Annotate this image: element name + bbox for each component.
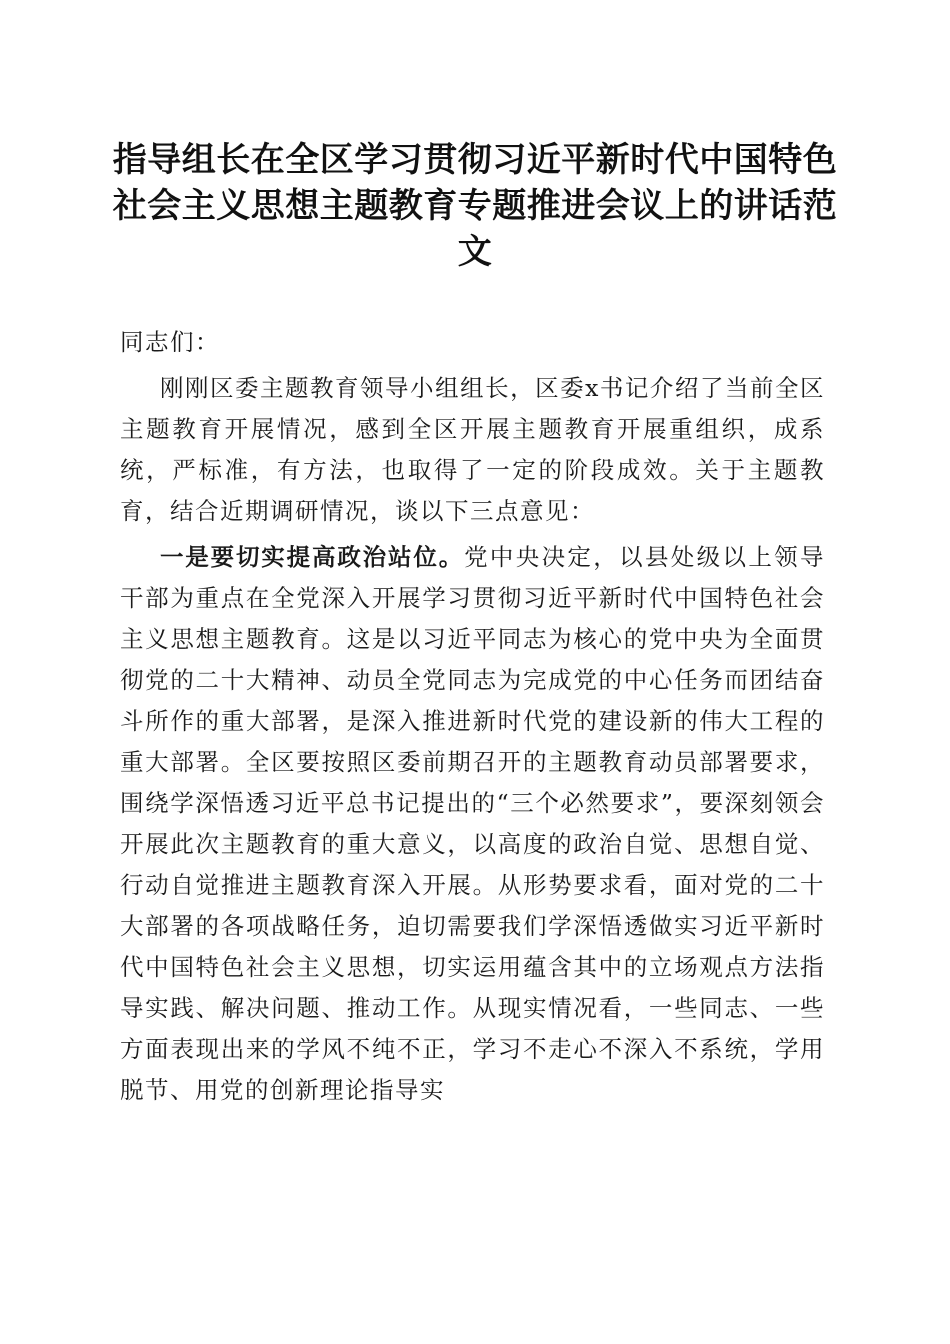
salutation: 同志们： (120, 328, 220, 356)
document-title: 指导组长在全区学习贯彻习近平新时代中国特色社会主义思想主题教育专题推进会议上的讲话范文 (112, 140, 838, 272)
paragraph-text: 党中央决定，以县处级以上领导干部为重点在全党深入开展学习贯彻习近平新时代中国特色社会主义思想主题教育。这是以习近平同志为核心的党中央为全面贯彻党的二十大精神、动员全党同志为完成党的中心任务而团结奋斗所作的重大部署，是深入推进新时代党的建设新的伟大工程的重大部署。全区要按照区委前期召开的主题教育动员部署要求，围绕学深悟透习近平总书记提出的“三个必然要求”，要深刻领会开展此次主题教育的重大意义，以高度的政治自觉、思想自觉、行动自觉推进主题教育深入开展。从形势要求看，面对党的二十大部署的各项战略任务，迫切需要我们学深悟透做实习近平新时代中国特色社会主义思想，切实运用蕴含其中的立场观点方法指导实践、解决问题、推动工作。从现实情况看，一些同志、一些方面表现出来的学风不纯不正，学习不走心不深入不系统，学用脱节、用党的创新理论指导实 (120, 543, 826, 1104)
document-body (120, 322, 825, 1116)
paragraph-point-one (120, 537, 825, 1111)
paragraph-intro (120, 368, 825, 532)
paragraph-text: 刚刚区委主题教育领导小组组长，区委x书记介绍了当前全区主题教育开展情况，感到全区开展主题教育开展重组织，成系统，严标准，有方法，也取得了一定的阶段成效。关于主题教育，结合近期调研情况，谈以下三点意见： (120, 374, 825, 525)
paragraph-lead: 一是要切实提高政治站位。 (159, 543, 465, 571)
